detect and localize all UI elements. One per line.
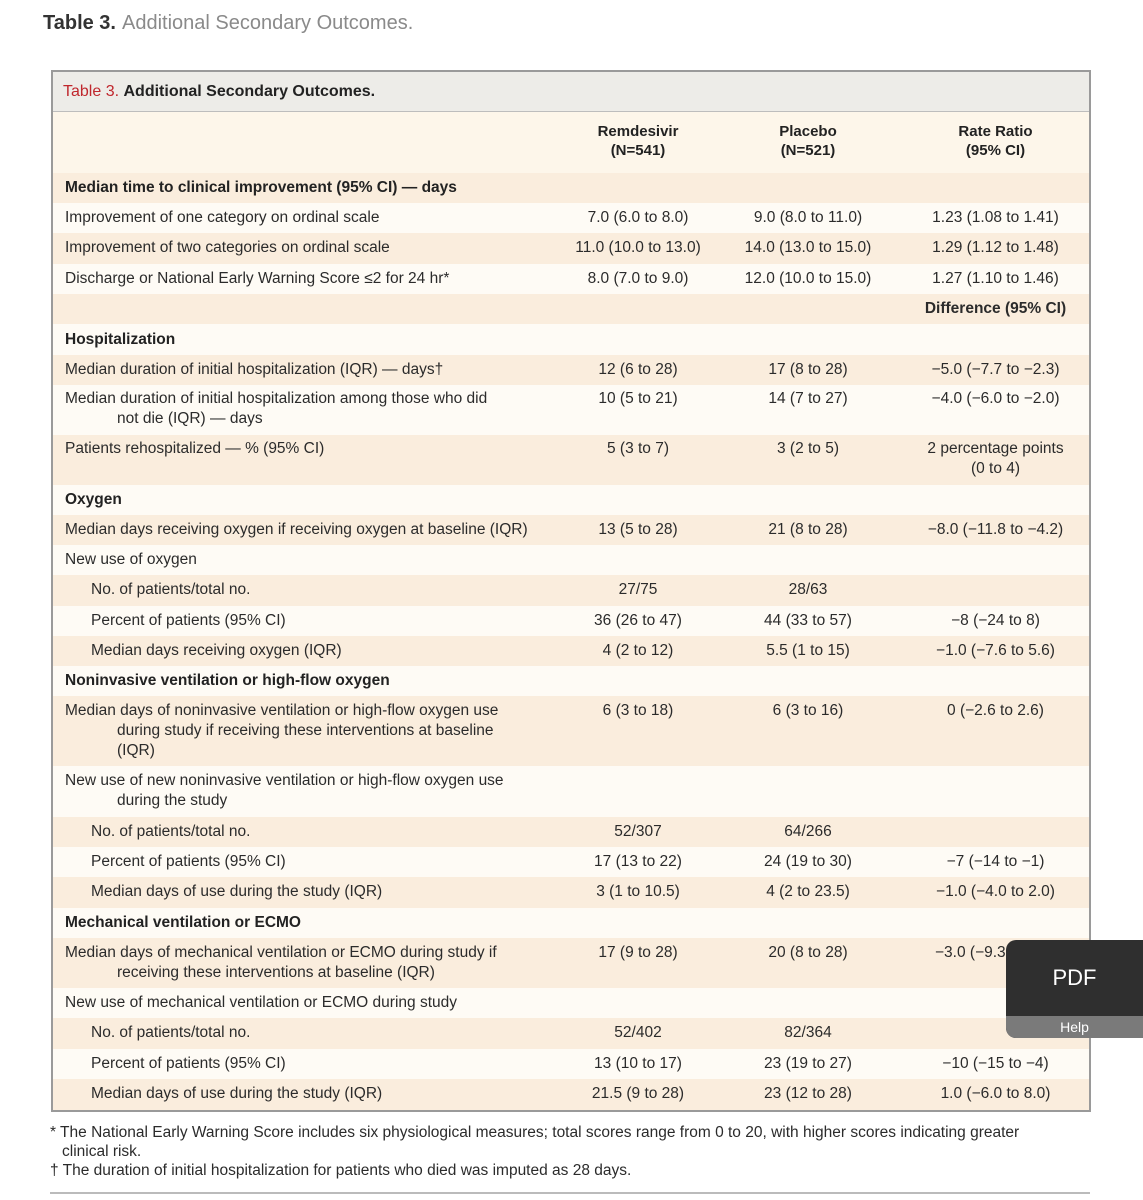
placebo-value: 21 (8 to 28): [768, 521, 848, 538]
bottom-divider: [50, 1192, 1090, 1194]
row-label: Percent of patients (95% CI): [91, 1055, 286, 1072]
table-row: [53, 233, 1089, 264]
table-row: [53, 766, 1089, 817]
ratio-value: 2 percentage points (0 to 4): [927, 440, 1064, 477]
row-label: Hospitalization: [65, 331, 176, 348]
row-label: Median days of use during the study (IQR): [91, 883, 383, 900]
section-row-median-time: [53, 173, 1089, 203]
table-row: [53, 515, 1089, 545]
pdf-widget[interactable]: [1006, 940, 1143, 1038]
remdesivir-value: 17 (13 to 22): [594, 853, 682, 870]
outcomes-table: [51, 70, 1091, 1112]
remdesivir-value: 52/307: [614, 823, 662, 840]
row-label: Median days receiving oxygen (IQR): [91, 642, 342, 659]
ratio-value: −8.0 (−11.8 to −4.2): [927, 521, 1064, 538]
placebo-value: 4 (2 to 23.5): [766, 883, 850, 900]
remdesivir-value: 8.0 (7.0 to 9.0): [587, 270, 689, 287]
section-row-hospitalization: [53, 325, 1089, 355]
table-row: [53, 264, 1089, 294]
placebo-value: 23 (12 to 28): [764, 1085, 852, 1102]
row-label: Median duration of initial hospitalization among those who did not die (IQR) — days: [65, 390, 488, 427]
remdesivir-value: 27/75: [618, 581, 658, 598]
help-button[interactable]: Help: [1006, 1016, 1143, 1038]
table-row: [53, 877, 1089, 908]
table-row: [53, 203, 1089, 233]
placebo-value: 23 (19 to 27): [764, 1055, 852, 1072]
ratio-value: −1.0 (−4.0 to 2.0): [936, 883, 1055, 900]
remdesivir-value: 52/402: [614, 1024, 662, 1041]
column-header-rate-ratio: Rate Ratio (95% CI): [958, 123, 1033, 159]
table-row: [53, 545, 1089, 575]
row-label: Mechanical ventilation or ECMO: [65, 914, 301, 931]
difference-header: Difference (95% CI): [924, 300, 1067, 317]
placebo-value: 24 (19 to 30): [764, 853, 852, 870]
placebo-value: 17 (8 to 28): [768, 361, 848, 378]
remdesivir-value: 36 (26 to 47): [594, 612, 682, 629]
remdesivir-value: 11.0 (10.0 to 13.0): [575, 239, 701, 256]
row-label: Improvement of two categories on ordinal scale: [65, 239, 390, 256]
table-row: [53, 435, 1089, 485]
placebo-value: 64/266: [784, 823, 832, 840]
ratio-value: −5.0 (−7.7 to −2.3): [931, 361, 1060, 378]
remdesivir-value: 17 (9 to 28): [598, 944, 678, 961]
placebo-value: 12.0 (10.0 to 15.0): [744, 270, 872, 287]
placebo-value: 14.0 (13.0 to 15.0): [744, 239, 872, 256]
row-label: Median duration of initial hospitalization (IQR) — days†: [65, 361, 444, 378]
remdesivir-value: 12 (6 to 28): [598, 361, 678, 378]
table-header-bar: [53, 72, 1089, 112]
placebo-value: 14 (7 to 27): [768, 390, 848, 407]
ratio-value: 1.27 (1.10 to 1.46): [932, 270, 1059, 287]
remdesivir-value: 13 (5 to 28): [598, 521, 678, 538]
ratio-value: −4.0 (−6.0 to −2.0): [931, 390, 1060, 407]
table-row: [53, 636, 1089, 666]
ratio-value: −3.0 (−9.3: [935, 944, 1006, 961]
remdesivir-value: 13 (10 to 17): [594, 1055, 682, 1072]
ratio-value: 0 (−2.6 to 2.6): [947, 702, 1044, 719]
ratio-value: −10 (−15 to −4): [942, 1055, 1049, 1072]
table-row: [53, 847, 1089, 877]
table-row: [53, 696, 1089, 766]
row-label: Median days of use during the study (IQR): [91, 1085, 383, 1102]
table-row: [53, 1018, 1089, 1049]
ratio-value: −1.0 (−7.6 to 5.6): [936, 642, 1055, 659]
table-row: [53, 606, 1089, 636]
table-row: [53, 1079, 1089, 1110]
table-row: [53, 385, 1089, 435]
ratio-value: −7 (−14 to −1): [946, 853, 1045, 870]
ratio-value: 1.23 (1.08 to 1.41): [932, 209, 1059, 226]
table-label: Table 3.: [63, 83, 120, 100]
remdesivir-value: 7.0 (6.0 to 8.0): [587, 209, 689, 226]
difference-header-row: [53, 294, 1089, 324]
placebo-value: 28/63: [788, 581, 828, 598]
footnote-nationwide-score-cont: clinical risk.: [62, 1143, 142, 1160]
pdf-button[interactable]: PDF: [1052, 965, 1097, 990]
row-label: Percent of patients (95% CI): [91, 612, 286, 629]
column-header-remdesivir: Remdesivir (N=541): [597, 123, 679, 159]
row-label: Oxygen: [65, 491, 122, 508]
remdesivir-value: 3 (1 to 10.5): [596, 883, 680, 900]
remdesivir-value: 5 (3 to 7): [606, 440, 670, 457]
footnote-nationwide-score: * The National Early Warning Score includes six physiological measures; total scores range from 0 to 20, with higher scores indicating greater: [50, 1124, 1020, 1141]
placebo-value: 9.0 (8.0 to 11.0): [753, 209, 863, 226]
row-label: No. of patients/total no.: [91, 823, 251, 840]
placebo-value: 6 (3 to 16): [772, 702, 844, 719]
table-row: [53, 575, 1089, 606]
placebo-value: 20 (8 to 28): [768, 944, 848, 961]
section-row-mechanical: [53, 908, 1089, 938]
row-label: Discharge or National Early Warning Score ≤2 for 24 hr*: [65, 270, 450, 287]
row-label: Percent of patients (95% CI): [91, 853, 286, 870]
table-row: [53, 1049, 1089, 1079]
row-label: Improvement of one category on ordinal scale: [65, 209, 380, 226]
row-label: Noninvasive ventilation or high-flow oxygen: [65, 672, 390, 689]
row-label: Median time to clinical improvement (95% CI) — days: [65, 179, 457, 196]
row-label: Median days of noninvasive ventilation or high-flow oxygen use during study if receiving these interventions at baseline (IQR): [65, 702, 499, 759]
row-label: No. of patients/total no.: [91, 581, 251, 598]
footnote-hospitalization: † The duration of initial hospitalization for patients who died was imputed as 28 days.: [50, 1162, 632, 1179]
ratio-value: 1.0 (−6.0 to 8.0): [940, 1085, 1051, 1102]
row-label: New use of new noninvasive ventilation or high-flow oxygen use during the study: [65, 772, 504, 809]
row-label: New use of oxygen: [65, 551, 197, 568]
remdesivir-value: 21.5 (9 to 28): [591, 1085, 685, 1102]
row-label: Median days of mechanical ventilation or ECMO during study if receiving these interventions at baseline (IQR): [65, 944, 497, 981]
section-row-noninvasive: [53, 666, 1089, 696]
placebo-value: 82/364: [784, 1024, 832, 1041]
footnotes: [50, 1123, 1110, 1180]
placebo-value: 3 (2 to 5): [776, 440, 840, 457]
table-row: [53, 938, 1089, 988]
ratio-value: −8 (−24 to 8): [951, 612, 1040, 629]
remdesivir-value: 6 (3 to 18): [602, 702, 674, 719]
placebo-value: 5.5 (1 to 15): [766, 642, 850, 659]
row-label: No. of patients/total no.: [91, 1024, 251, 1041]
table-row: [53, 988, 1089, 1018]
page-caption: [43, 12, 413, 35]
caption-title: Additional Secondary Outcomes.: [122, 12, 414, 34]
remdesivir-value: 4 (2 to 12): [602, 642, 674, 659]
ratio-value: 1.29 (1.12 to 1.48): [932, 239, 1059, 256]
table-title: Additional Secondary Outcomes.: [123, 83, 376, 100]
column-header-placebo: Placebo (N=521): [779, 123, 837, 159]
table-row: [53, 817, 1089, 847]
remdesivir-value: 10 (5 to 21): [598, 390, 678, 407]
caption-label: Table 3.: [43, 12, 116, 34]
section-row-oxygen: [53, 485, 1089, 515]
row-label: Median days receiving oxygen if receiving oxygen at baseline (IQR): [65, 521, 528, 538]
row-label: Patients rehospitalized — % (95% CI): [65, 440, 325, 457]
placebo-value: 44 (33 to 57): [764, 612, 852, 629]
row-label: New use of mechanical ventilation or ECMO during study: [65, 994, 457, 1011]
table-row: [53, 355, 1089, 385]
